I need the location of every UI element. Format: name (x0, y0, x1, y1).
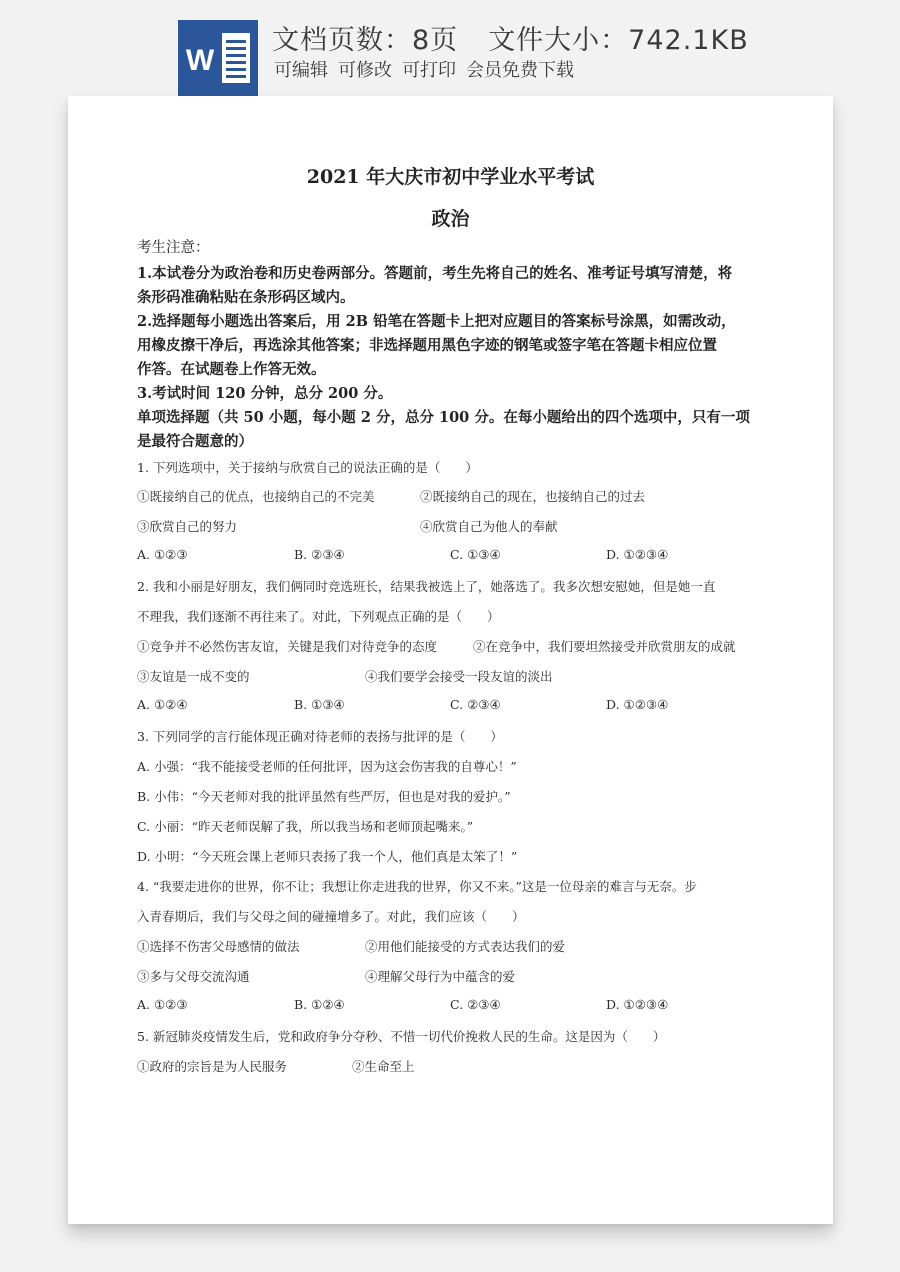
notice-heading: 考生注意： (137, 240, 210, 256)
question-4-statement: ④理解父母行为中蕴含的爱 (365, 969, 516, 984)
question-4-stem: 4. “我要走进你的世界，你不让；我想让你走进我的世界，你又不来。”这是一位母亲的难言与无奈。步 (137, 879, 697, 894)
question-1-choice-a: A. ①②③ (137, 547, 188, 562)
question-2-stem: 不理我，我们逐渐不再往来了。对此，下列观点正确的是（ ） (137, 609, 500, 624)
file-size-label: 文件大小：742.1KB (488, 25, 749, 56)
question-4-statement: ①选择不伤害父母感情的做法 (137, 939, 300, 954)
question-5-statement: ②生命至上 (352, 1059, 415, 1074)
question-3-option-c: C. 小丽：“昨天老师误解了我，所以我当场和老师顶起嘴来。” (137, 819, 474, 834)
question-2-statement: ②在竞争中，我们要坦然接受并欣赏朋友的成就 (473, 639, 736, 654)
exam-title: 2021 年大庆市初中学业水平考试 (306, 166, 595, 188)
question-4-choice-d: D. ①②③④ (606, 997, 669, 1012)
question-2-choice-d: D. ①②③④ (606, 697, 669, 712)
question-4-choice-a: A. ①②③ (137, 997, 188, 1012)
file-stats (272, 18, 749, 57)
question-4-statement: ②用他们能接受的方式表达我们的爱 (365, 939, 566, 954)
question-1-choice-d: D. ①②③④ (606, 547, 669, 562)
exam-subject: 政治 (431, 208, 470, 230)
feature-member-download: 会员免费下载 (466, 60, 574, 81)
question-5-stem: 5. 新冠肺炎疫情发生后，党和政府争分夺秒、不惜一切代价挽救人民的生命。这是因为（ ） (137, 1029, 666, 1044)
question-2-statement: ③友谊是一成不变的 (137, 669, 250, 684)
question-3-option-a: A. 小强：“我不能接受老师的任何批评，因为这会伤害我的自尊心！” (137, 759, 517, 774)
question-4-choice-c: C. ②③④ (450, 997, 501, 1012)
feature-printable: 可打印 (402, 60, 456, 81)
question-3-option-d: D. 小明：“今天班会课上老师只表扬了我一个人，他们真是太笨了！” (137, 849, 518, 864)
question-2-stem: 2. 我和小丽是好朋友，我们俩同时竞选班长，结果我被选上了，她落选了。我多次想安慰她，但是她一直 (137, 579, 716, 594)
document-page (68, 96, 833, 1224)
notice-line: 用橡皮擦干净后，再选涂其他答案；非选择题用黑色字迹的钢笔或签字笔在答题卡相应位置 (137, 337, 717, 354)
question-2-choice-b: B. ①③④ (294, 697, 345, 712)
notice-line: 作答。在试题卷上作答无效。 (137, 361, 326, 378)
feature-editable: 可编辑 (274, 60, 328, 81)
notice-line: 1.本试卷分为政治卷和历史卷两部分。答题前，考生先将自己的姓名、准考证号填写清楚，将 (137, 265, 733, 282)
word-document-icon (178, 20, 258, 96)
question-1-statement: ①既接纳自己的优点，也接纳自己的不完美 (137, 489, 375, 504)
question-1-choice-b: B. ②③④ (294, 547, 345, 562)
feature-list (274, 56, 584, 82)
question-2-choice-c: C. ②③④ (450, 697, 501, 712)
notice-line: 条形码准确粘贴在条形码区域内。 (137, 289, 355, 306)
notice-line: 2.选择题每小题选出答案后，用 2B 铅笔在答题卡上把对应题目的答案标号涂黑，如需改动， (137, 313, 736, 330)
section-heading: 是最符合题意的） (137, 433, 253, 450)
question-1-statement: ②既接纳自己的现在，也接纳自己的过去 (420, 489, 646, 504)
question-2-choice-a: A. ①②④ (137, 697, 188, 712)
question-1-statement: ③欣赏自己的努力 (137, 519, 238, 534)
question-2-statement: ④我们要学会接受一段友谊的淡出 (365, 669, 553, 684)
word-logo-letter: W (185, 44, 215, 77)
section-heading: 单项选择题（共 50 小题，每小题 2 分，总分 100 分。在每小题给出的四个选项中，只有一项 (137, 409, 750, 426)
question-1-choice-c: C. ①③④ (450, 547, 501, 562)
question-1-stem: 1. 下列选项中，关于接纳与欣赏自己的说法正确的是（ ） (137, 460, 478, 475)
page-count-label: 文档页数：8页 (272, 25, 459, 56)
question-2-statement: ①竞争并不必然伤害友谊，关键是我们对待竞争的态度 (137, 639, 438, 654)
feature-modifiable: 可修改 (338, 60, 392, 81)
notice-line: 3.考试时间 120 分钟，总分 200 分。 (137, 385, 393, 402)
document-info-header (0, 0, 900, 96)
question-4-stem: 入青春期后，我们与父母之间的碰撞增多了。对此，我们应该（ ） (137, 909, 525, 924)
question-3-option-b: B. 小伟：“今天老师对我的批评虽然有些严厉，但也是对我的爱护。” (137, 789, 511, 804)
question-3-stem: 3. 下列同学的言行能体现正确对待老师的表扬与批评的是（ ） (137, 729, 503, 744)
question-4-choice-b: B. ①②④ (294, 997, 345, 1012)
question-5-statement: ①政府的宗旨是为人民服务 (137, 1059, 288, 1074)
question-4-statement: ③多与父母交流沟通 (137, 969, 250, 984)
question-1-statement: ④欣赏自己为他人的奉献 (420, 519, 558, 534)
